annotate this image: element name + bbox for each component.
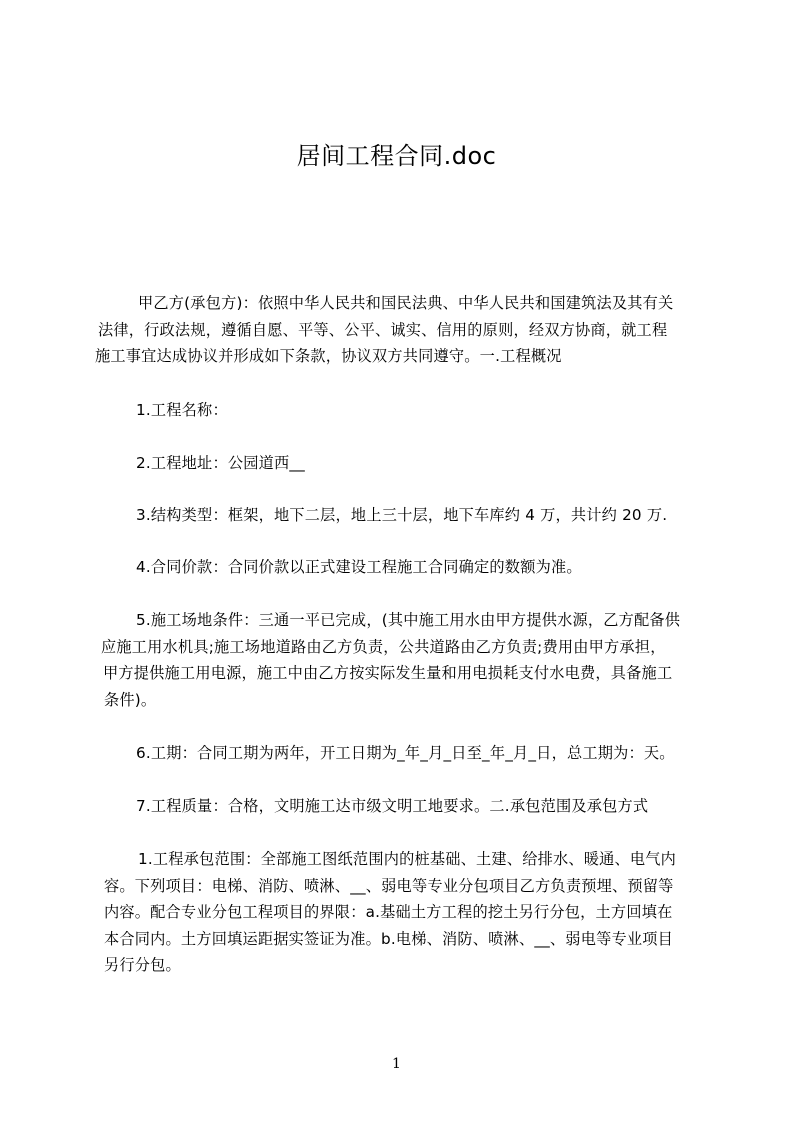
clause-line: 1.工程名称： [136,401,228,419]
clause-item [104,397,712,424]
clause-item [104,793,712,820]
clause-line: 7.工程质量：合格，文明施工达市级文明工地要求。二.承包范围及承包方式 [136,797,649,815]
clause-item [104,450,712,477]
clause-line: 甲方提供施工用电源，施工中由乙方按实际发生量和用电损耗支付水电费，具备施工 [103,664,673,682]
clause-line: 条件)。 [104,690,157,709]
clause-item [104,740,712,767]
clause-line: 3.结构类型：框架，地下二层，地上三十层，地下车库约 4 万，共计约 20 万. [136,506,668,524]
intro-line: 法律，行政法规，遵循自愿、平等、公平、诚实、信用的原则，经双方协商，就工程 [98,320,668,339]
clause-line: 本合同内。土方回填运距据实签证为准。b.电梯、消防、喷淋、__、弱电等专业项目 [104,929,674,948]
clause-line: 容。下列项目：电梯、消防、喷淋、__、弱电等专业分包项目乙方负责预埋、预留等 [104,876,674,895]
clause-line: 2.工程地址：公园道西__ [136,454,305,472]
clause-line: 1.工程承包范围：全部施工图纸范围内的桩基础、土建、给排水、暖通、电气内 [138,850,677,868]
page-number: 1 [392,1056,401,1072]
document-title: 居间工程合同.doc [296,142,497,170]
clause-item [104,846,712,979]
intro-paragraph [95,290,712,370]
clause-line: 5.施工场地条件：三通一平已完成，(其中施工用水由甲方提供水源，乙方配备供 [136,611,681,629]
clause-line: 内容。配合专业分包工程项目的界限：a.基础土方工程的挖土另行分包，土方回填在 [104,903,673,921]
clause-line: 另行分包。 [104,956,181,974]
intro-line: 甲乙方(承包方)：依照中华人民共和国民法典、中华人民共和国建筑法及其有关 [138,294,674,312]
intro-line: 施工事宜达成协议并形成如下条款，协议双方共同遵守。一.工程概况 [95,347,562,365]
clause-line: 4.合同价款：合同价款以正式建设工程施工合同确定的数额为准。 [136,558,582,576]
clause-item [101,607,712,713]
clause-line: 应施工用水机具;施工场地道路由乙方负责，公共道路由乙方负责;费用由甲方承担， [101,637,666,656]
clause-item [104,554,712,581]
clause-item [104,502,712,529]
clause-line: 6.工期：合同工期为两年，开工日期为_年_月_日至_年_月_日，总工期为：天。 [136,744,675,762]
